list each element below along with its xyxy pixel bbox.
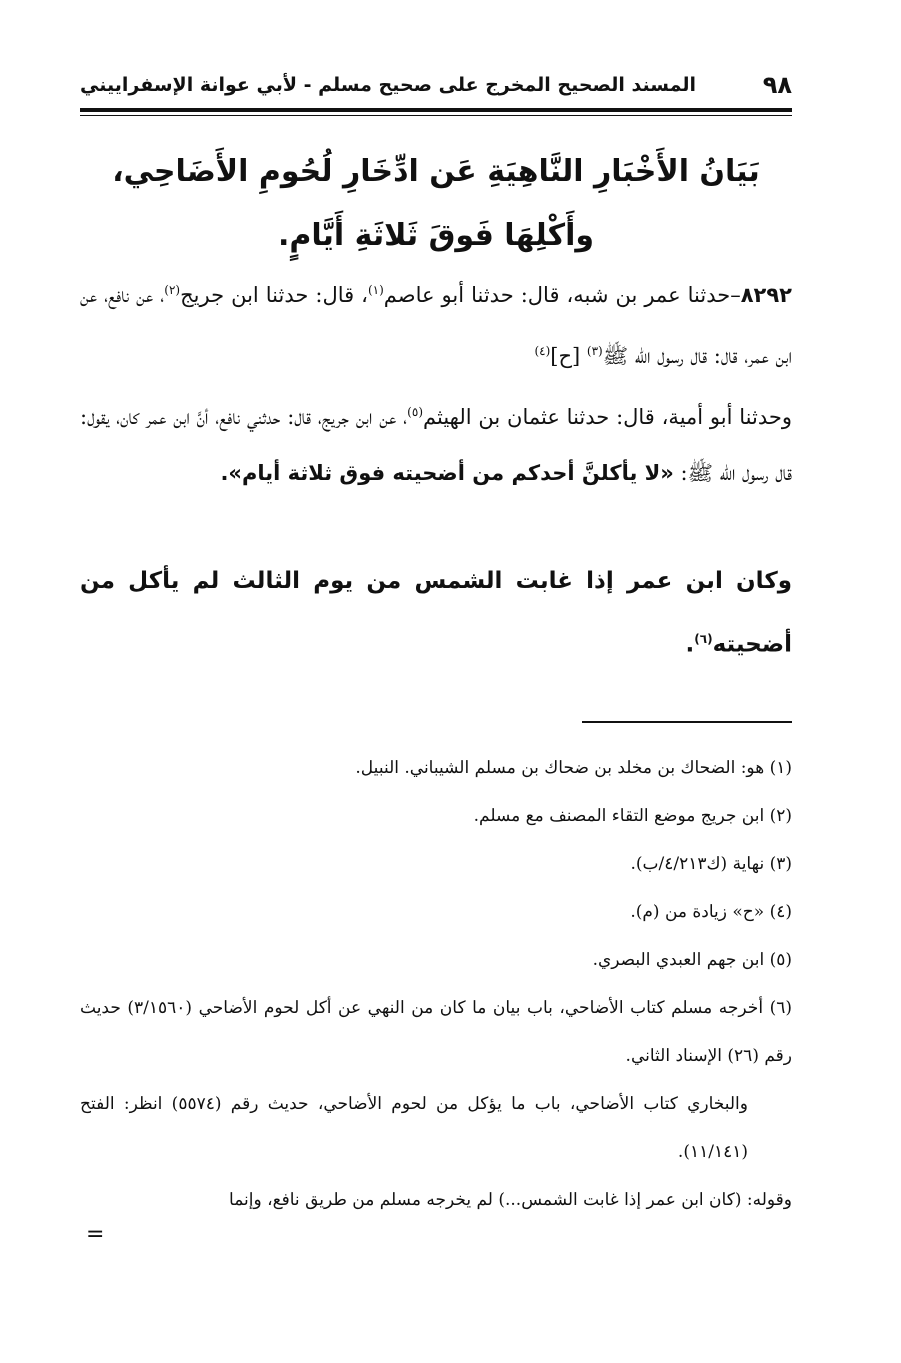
footnotes — [80, 744, 792, 1224]
footnote-separator — [582, 721, 792, 723]
footnote-1: (١) هو: الضحاك بن مخلد بن ضحاك بن مسلم الشيباني. النبيل. — [355, 758, 792, 778]
footnote-5: (٥) ابن جهم العبدي البصري. — [592, 950, 792, 970]
text-run: ، عن نافع، عن ابن عمر، قال: قال رسول الله ﷺ — [80, 283, 792, 368]
footnote-6-remark: وقوله: (كان ابن عمر إذا غابت الشمس...) لم يخرجه مسلم من طريق نافع، وإنما — [229, 1190, 792, 1210]
text-run: [ح] — [550, 344, 587, 368]
hadith-paragraph-2 — [80, 384, 792, 501]
page-number: ٩٨ — [762, 71, 792, 99]
footnote-2: (٢) ابن جريج موضع التقاء المصنف مع مسلم. — [473, 806, 792, 826]
text-run: وكان ابن عمر إذا غابت الشمس من يوم الثالث لم يأكل من أضحيته — [80, 568, 792, 658]
text-run: –حدثنا عمر بن شبه، قال: حدثنا أبو عاصم — [383, 283, 741, 307]
footnote-6-continued: والبخاري كتاب الأضاحي، باب ما يؤكل من لحوم الأضاحي، حديث رقم (٥٥٧٤) انظر: الفتح (١١/١٤١). — [80, 1094, 748, 1162]
text-run: وحدثنا أبو أمية، قال: حدثنا عثمان بن الهيثم — [423, 405, 792, 429]
running-title: المسند الصحيح المخرج على صحيح مسلم - لأبي عوانة الإسفراييني — [80, 74, 696, 96]
chapter-title: بَيَانُ الأَخْبَارِ النَّاهِيَةِ عَن ادِّخَارِ لُحُومِ الأَضَاحِي، وأَكْلِهَا فَوقَ ثَلاثَةِ أَيَّامٍ. — [112, 154, 760, 253]
text-run: ، قال: حدثنا ابن جريج — [180, 283, 368, 307]
footnote-ref: (٤) — [534, 344, 551, 358]
footnote-ref: (٦) — [694, 632, 713, 646]
header-rule-thick — [80, 108, 792, 112]
hadith-number: ٨٢٩٢ — [740, 283, 792, 307]
running-header — [80, 62, 792, 108]
hadith-paragraph-3 — [80, 552, 792, 674]
hadith-quote: «لا يأكلنَّ أحدكم من أضحيته فوق ثلاثة أيام». — [220, 461, 674, 485]
footnote-ref: (٢) — [164, 283, 181, 297]
footnote-ref: (٥) — [407, 405, 423, 419]
text-run: . — [685, 631, 695, 658]
footnote-6: (٦) أخرجه مسلم كتاب الأضاحي، باب بيان ما كان من النهي عن أكل لحوم الأضاحي (٣/١٥٦٠) حديث رقم (٢٦) الإسناد الثاني. — [80, 998, 792, 1066]
continuation-mark: = — [86, 1222, 105, 1247]
header-rule-thin — [80, 115, 792, 116]
text-run: ، عن ابن جريج، قال: حدثني نافع، أنَّ ابن عمر كان، يقول: قال رسول الله ﷺ: — [80, 405, 792, 485]
hadith-paragraph-1 — [80, 262, 792, 384]
footnote-4: (٤) «ح» زيادة من (م). — [630, 902, 792, 922]
footnote-ref: (٣) — [586, 344, 603, 358]
footnote-ref: (١) — [367, 283, 384, 297]
footnote-3: (٣) نهاية (ك٤/٢١٣/ب). — [630, 854, 792, 874]
